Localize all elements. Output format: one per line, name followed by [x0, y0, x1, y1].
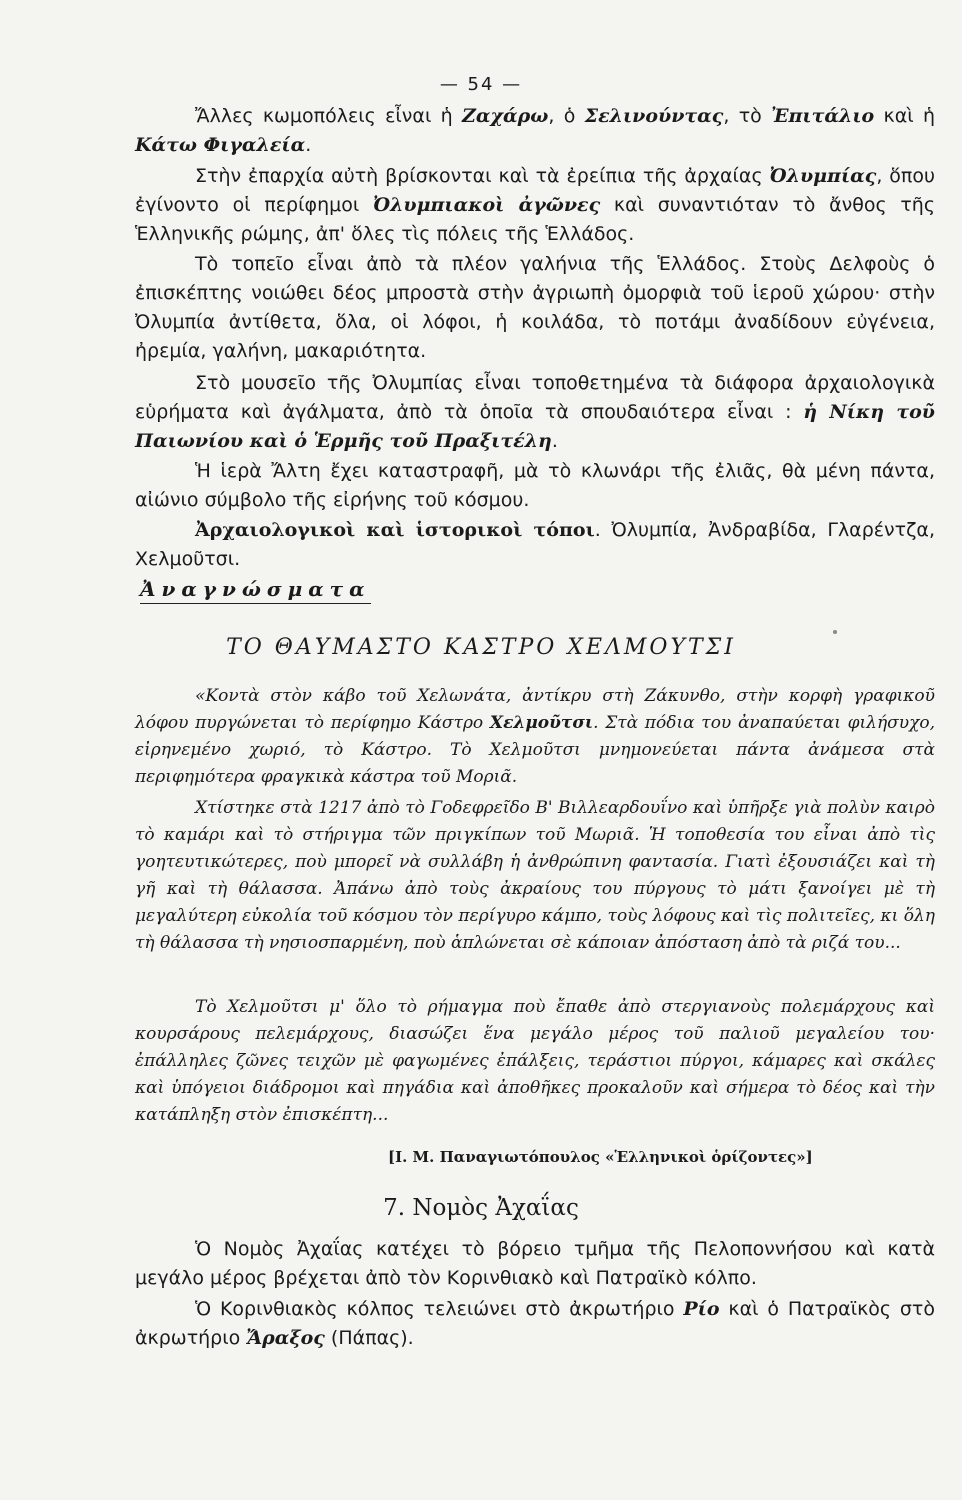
paragraph-gulfs: Ὁ Κορινθιακὸς κόλπος τελειώνει στὸ ἀκρωτήριο Ρίο καὶ ὁ Πατραϊκὸς στὸ ἀκρωτήριο Ἄραξος (Πάπας).: [135, 1298, 935, 1349]
story-paragraph-1: «Κοντὰ στὸν κάβο τοῦ Χελωνάτα, ἀντίκρυ στὴ Ζάκυνθο, στὴν κορφὴ γραφικοῦ λόφου πυργώνεται τὸ περίφημο Κάστρο Χελμοῦτσι. Στὰ πόδια του ἀναπαύεται φιλήσυχο, εἰρηνεμένο χωριό, τὸ Κάστρο. Τὸ Χελμοῦτσι μνημονεύεται πάντα ἀνάμεσα στὰ περιφημότερα φραγκικὰ κάστρα τοῦ Μοριᾶ.: [135, 686, 936, 787]
section-heading-achaia: 7. Νομὸς Ἀχαΐας: [383, 1195, 579, 1221]
section-title-readings: Ἀναγνώσματα: [140, 577, 371, 604]
story-paragraph-3: Τὸ Χελμοῦτσι μ' ὅλο τὸ ρήμαγμα ποὺ ἔπαθε ἀπὸ στεργιανοὺς πολεμάρχους καὶ κουρσάρους πελεμάρχους, διασώζει ἕνα μεγάλο μέρος τοῦ παλιοῦ μεγαλείου του· ἐπάλληλες ζῶνες τειχῶν μὲ φαγωμένες ἐπάλξεις, τεράστιοι πύργοι, κάμαρες καὶ σκάλες καὶ ὑπόγειοι διάδρομοι καὶ πηγάδια καὶ ἀποθῆκες προκαλοῦν καὶ σήμερα τὸ δέος καὶ τὴν κατάπληξη στὸν ἐπισκέπτη...: [135, 997, 935, 1125]
ink-dot: [833, 630, 837, 634]
citation: [Ι. Μ. Παναγιωτόπουλος «Ἑλληνικοὶ ὁρίζοντες»]: [388, 1148, 813, 1166]
paragraph-towns: Ἄλλες κωμοπόλεις εἶναι ἡ Ζαχάρω, ὁ Σελινούντας, τὸ Ἐπιτάλιο καὶ ἡ Κάτω Φιγαλεία.: [135, 105, 936, 156]
paragraph-olympia: Στὴν ἐπαρχία αὐτὴ βρίσκονται καὶ τὰ ἐρείπια τῆς ἀρχαίας Ὀλυμπίας, ὅπου ἐγίνοντο οἱ περίφημοι Ὀλυμπιακοὶ ἀγῶνες καὶ συναντιόταν τὸ ἄνθος τῆς Ἑλληνικῆς ρώμης, ἀπ' ὅλες τὶς πόλεις τῆς Ἑλλάδος.: [135, 165, 935, 245]
paragraph-achaia: Ὁ Νομὸς Ἀχαΐας κατέχει τὸ βόρειο τμῆμα τῆς Πελοποννήσου καὶ κατὰ μεγάλο μέρος βρέχεται ἀπὸ τὸν Κορινθιακὸ καὶ Πατραϊκὸ κόλπο.: [135, 1238, 935, 1289]
paragraph-museum: Στὸ μουσεῖο τῆς Ὀλυμπίας εἶναι τοποθετημένα τὰ διάφορα ἀρχαιολογικὰ εὑρήματα καὶ ἀγάλματα, ἀπὸ τὰ ὁποῖα τὰ σπουδαιότερα εἶναι : ἡ Νίκη τοῦ Παιωνίου καὶ ὁ Ἑρμῆς τοῦ Πραξιτέλη.: [135, 372, 935, 452]
paragraph-altis: Ἡ ἱερὰ Ἄλτη ἔχει καταστραφῆ, μὰ τὸ κλωνάρι τῆς ἐλιᾶς, θὰ μένη πάντα, αἰώνιο σύμβολο τῆς εἰρήνης τοῦ κόσμου.: [135, 460, 935, 511]
page-number: — 54 —: [439, 74, 523, 95]
paragraph-landscape: Τὸ τοπεῖο εἶναι ἀπὸ τὰ πλέον γαλήνια τῆς Ἑλλάδος. Στοὺς Δελφοὺς ὁ ἐπισκέπτης νοιώθει δέος μπροστὰ στὴν ἀγριωπὴ ὀμορφιὰ τοῦ ἱεροῦ χώρου· στὴν Ὀλυμπία ἀντίθετα, ὅλα, οἱ λόφοι, ἡ κοιλάδα, τὸ ποτάμι ἀναδίδουν εὐγένεια, ἠρεμία, γαλήνη, μακαριότητα.: [135, 253, 935, 362]
story-title: ΤΟ ΘΑΥΜΑΣΤΟ ΚΑΣΤΡΟ ΧΕΛΜΟΥΤΣΙ: [226, 635, 736, 660]
paragraph-sites: Ἀρχαιολογικοὶ καὶ ἱστορικοὶ τόποι. Ὀλυμπία, Ἀνδραβίδα, Γλαρέντζα, Χελμοῦτσι.: [135, 519, 935, 570]
story-paragraph-2: Χτίστηκε στὰ 1217 ἀπὸ τὸ Γοδεφρεῖδο Β' Βιλλεαρδουΐνο καὶ ὑπῆρξε γιὰ πολὺν καιρὸ τὸ καμάρι καὶ τὸ στήριγμα τῶν πριγκίπων τοῦ Μωριᾶ. Ἡ τοποθεσία του εἶναι ἀπὸ τὶς γοητευτικώτερες, ποὺ μπορεῖ νὰ συλλάβη ἡ ἀνθρώπινη φαντασία. Γιατὶ ἐξουσιάζει καὶ τὴ γῆ καὶ τὴ θάλασσα. Ἀπάνω ἀπὸ τοὺς ἀκραίους του πύργους τὸ μάτι ξανοίγει μὲ τὴ μεγαλύτερη εὐκολία τοῦ κόσμου τὸν περίγυρο κάμπο, τοὺς λόφους καὶ τὶς πολιτεῖες, κι ὅλη τὴ θάλασσα τὴ νησιοσπαρμένη, ποὺ ἁπλώνεται σὲ κάποιαν ἀπόσταση ἀπὸ τὰ ριζά του...: [135, 798, 935, 953]
